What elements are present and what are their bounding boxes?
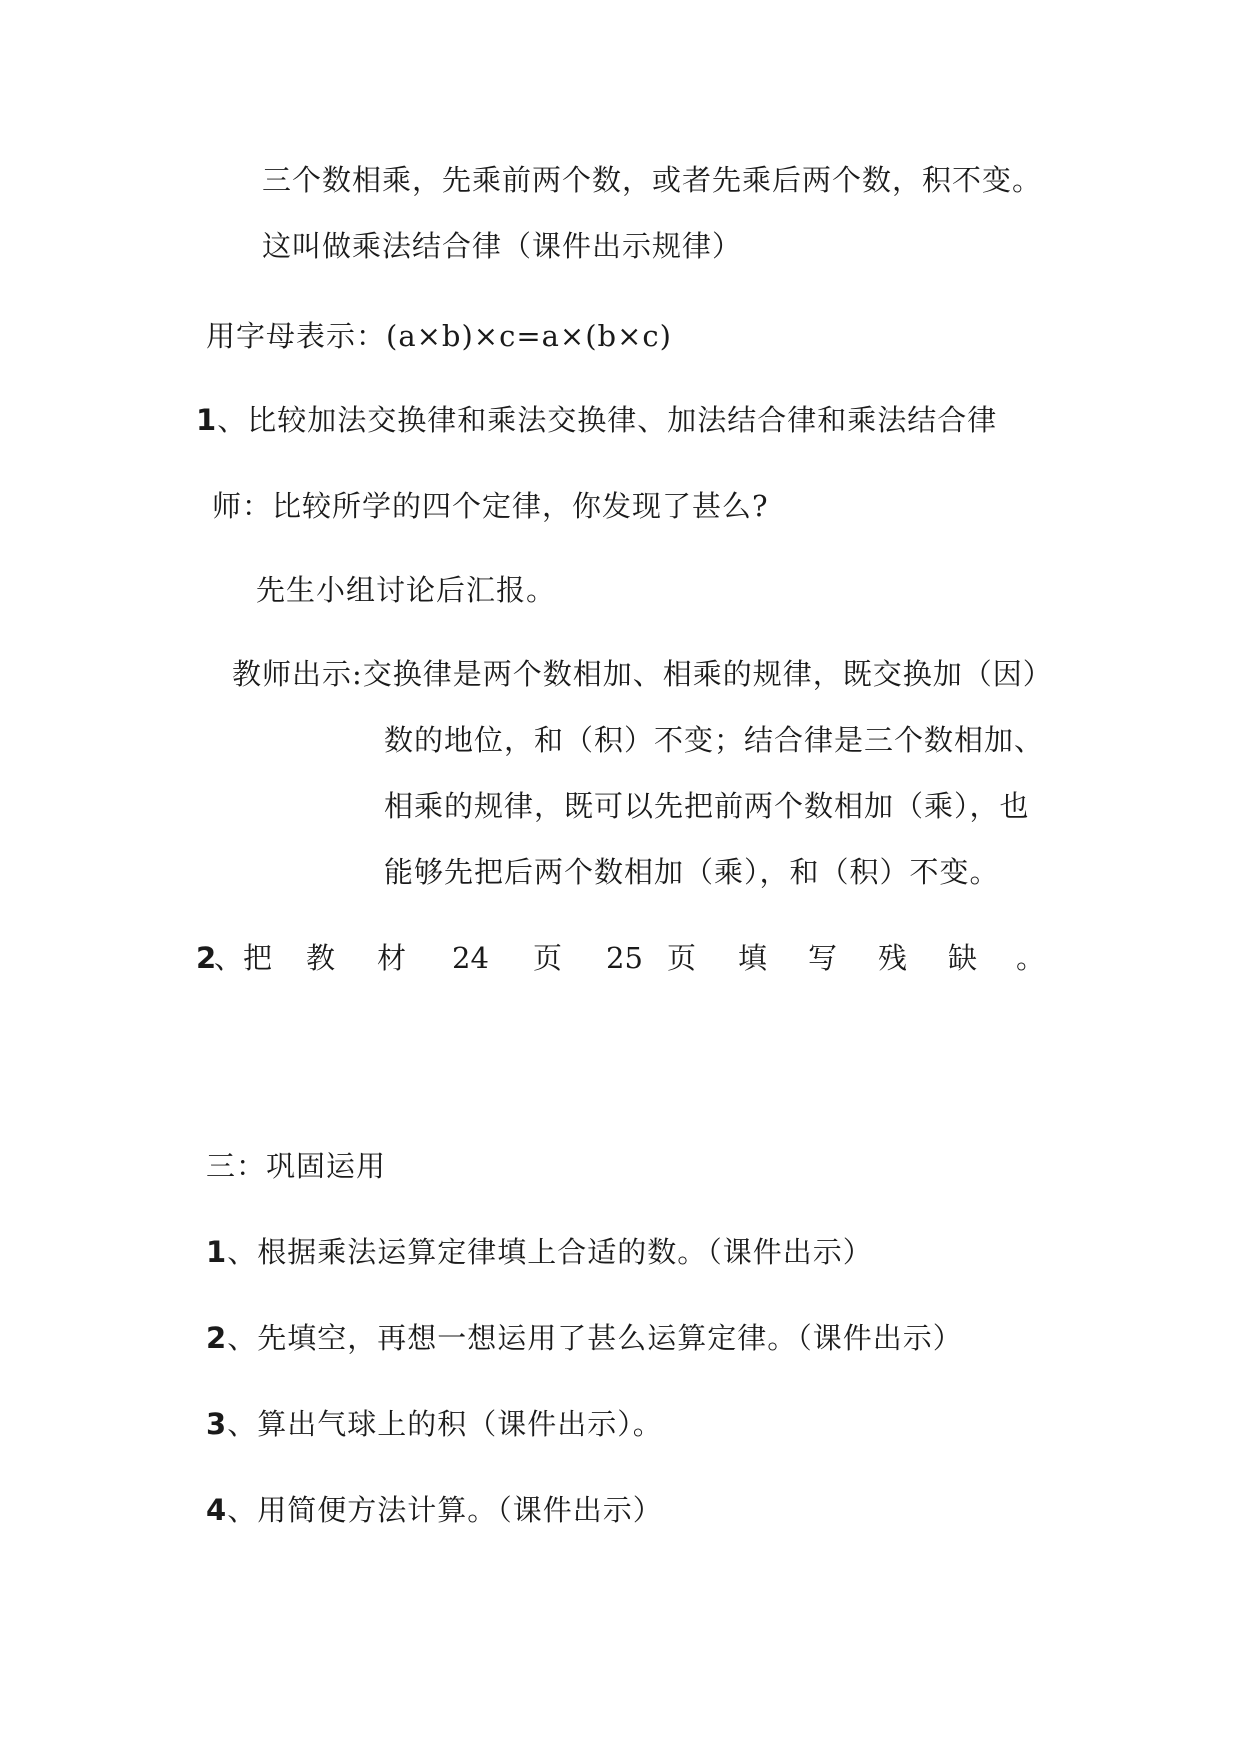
teacher-show-text: 交换律是两个数相加、相乘的规律，既交换加（因） xyxy=(362,657,1053,691)
task-2-word: 页 xyxy=(667,941,697,975)
text-line-associative-rule: 三个数相乘，先乘前两个数，或者先乘后两个数，积不变。 xyxy=(262,163,1043,197)
exercise-number: 3 xyxy=(206,1407,228,1441)
task-2-word: 材 xyxy=(377,941,407,975)
teacher-show-line xyxy=(232,654,1053,694)
exercise-item xyxy=(206,1404,663,1444)
task-2-word: 写 xyxy=(808,941,838,975)
exercise-number: 4 xyxy=(206,1493,228,1527)
exercise-text: 、根据乘法运算定律填上合适的数。（课件出示） xyxy=(227,1235,873,1269)
exercise-text: 、先填空，再想一想运用了甚么运算定律。（课件出示） xyxy=(227,1321,963,1355)
task-2-number: 25 xyxy=(606,941,643,975)
exercise-item xyxy=(206,1232,873,1272)
task-2-textbook-line xyxy=(196,938,1046,978)
teacher-question: 师：比较所学的四个定律，你发现了甚么? xyxy=(212,489,769,523)
exercise-number: 2 xyxy=(206,1321,228,1355)
exercise-number: 1 xyxy=(206,1235,228,1269)
task-2-number: 24 xyxy=(452,941,489,975)
teacher-show-continued-2: 相乘的规律，既可以先把前两个数相加（乘），也 xyxy=(384,789,1030,823)
exercise-item xyxy=(206,1318,963,1358)
task-2-word: 。 xyxy=(1016,941,1046,975)
task-2-word: 、把 xyxy=(214,941,273,975)
task-2-word: 填 xyxy=(738,941,768,975)
teacher-show-label: 教师出示: xyxy=(232,657,363,691)
text-line-law-name: 这叫做乘法结合律（课件出示规律） xyxy=(262,229,743,263)
task-number: 2 xyxy=(196,941,217,975)
exercise-item xyxy=(206,1490,663,1530)
task-2-word: 缺 xyxy=(948,941,978,975)
exercise-text: 、算出气球上的积（课件出示）。 xyxy=(227,1407,663,1441)
student-discussion: 先生小组讨论后汇报。 xyxy=(256,573,557,607)
exercise-text: 、用简便方法计算。（课件出示） xyxy=(227,1493,663,1527)
task-2-word: 页 xyxy=(533,941,563,975)
task-2-word: 残 xyxy=(878,941,908,975)
section-3-heading: 三：巩固运用 xyxy=(206,1149,387,1183)
task-2-word: 教 xyxy=(306,941,336,975)
text-line-formula: 用字母表示：(a×b)×c=a×(b×c) xyxy=(206,319,672,353)
task-text: 、比较加法交换律和乘法交换律、加法结合律和乘法结合律 xyxy=(217,403,998,437)
task-number: 1 xyxy=(196,403,218,437)
task-1-compare xyxy=(196,400,997,440)
teacher-show-continued-1: 数的地位，和（积）不变；结合律是三个数相加、 xyxy=(384,723,1045,757)
teacher-show-continued-3: 能够先把后两个数相加（乘），和（积）不变。 xyxy=(384,855,1000,889)
